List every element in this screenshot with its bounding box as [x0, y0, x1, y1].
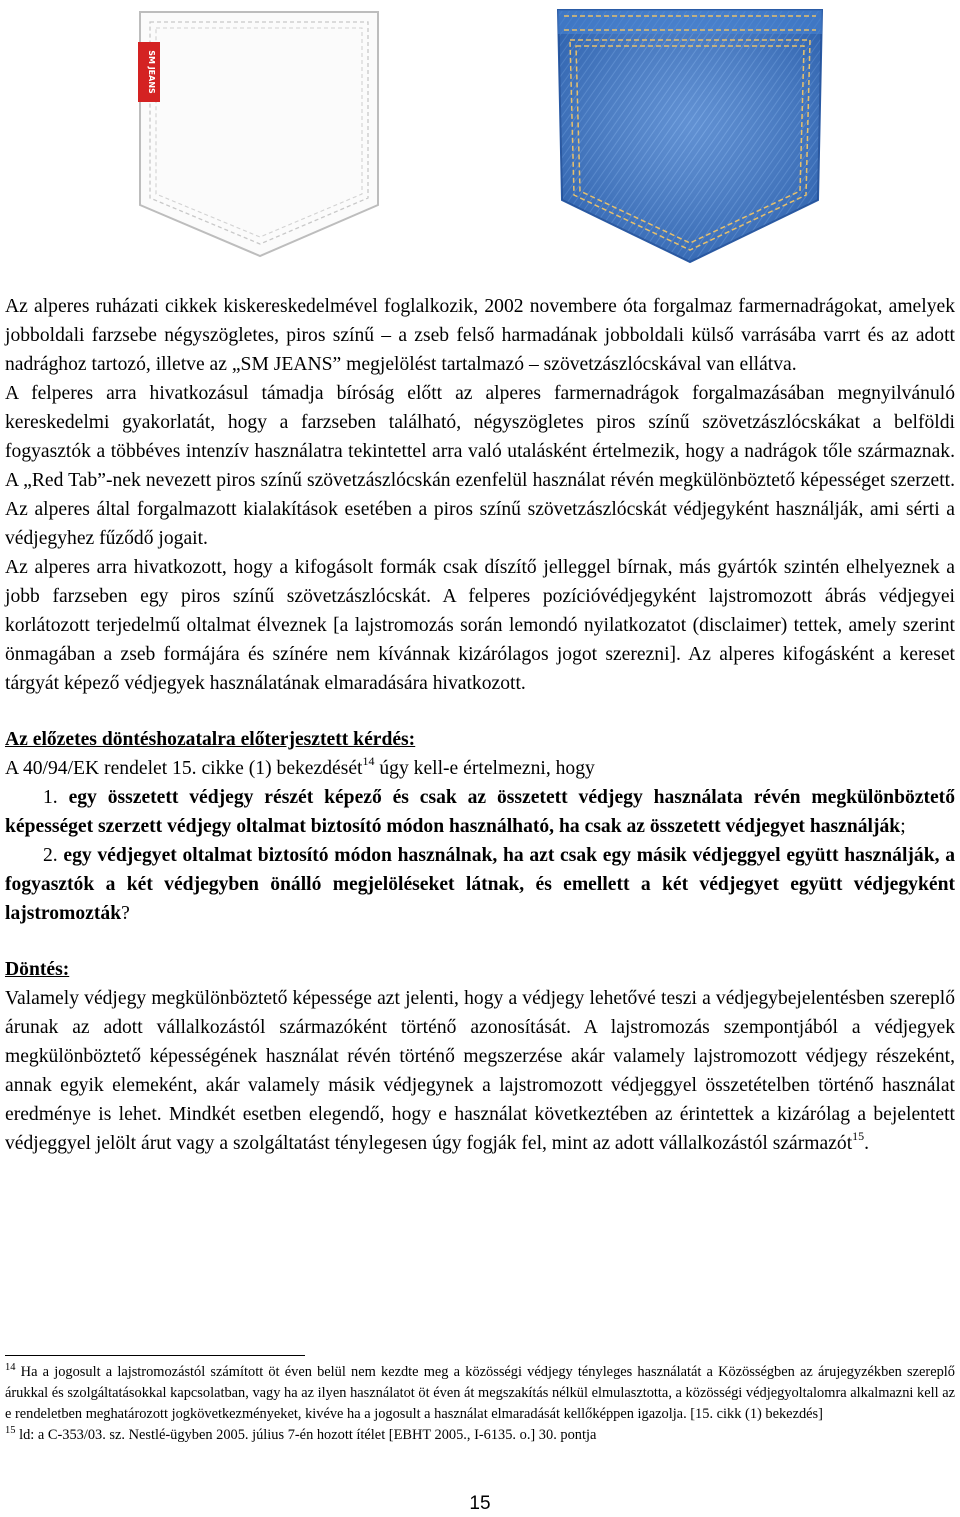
footnotes	[5, 1362, 955, 1446]
page-number: 15	[469, 1493, 491, 1514]
paragraph-defendant: Az alperes arra hivatkozott, hogy a kifogásolt formák csak díszítő jelleggel bírnak, más gyártók szintén elhelyeznek a jobb farzseben egy piros színű szövetzászlócskát. A felperes pozícióvédjegyként lajstromozott ábrás védjegyei korlátozott terjedelmű oltalmat élveznek [a lajstromozás során lemondó nyilatkozatot (disclaimer) tettek, amely szerint önmagában a zseb formájára és színére nem kívánnak kizárólagos jogot szerezni]. Az alperes kifogásként a kereset tárgyát képező védjegyek használatának elmaradására hivatkozott.	[5, 557, 955, 694]
paragraph-claimant: A felperes arra hivatkozásul támadja bíróság előtt az alperes farmernadrágok forgalmazásában megnyilvánuló kereskedelmi gyakorlatát, hogy a farzseben található, négyszögletes piros színű szövetzászlócskákat a belföldi fogyasztók a többéves intenzív használatra tekintettel arra való utalásként értelmezik, hogy a nadrágok tőle származnak. A „Red Tab”-nek nevezett piros színű szövetzászlócskán ezenfelül használat révén megkülönböztető képességet szerzett. Az alperes által forgalmazott kialakítások esetében a piros színű szövetzászlócskát védjegyként használják, ami sérti a védjegyhez fűződő jogait.	[5, 383, 955, 549]
paragraph-facts: Az alperes ruházati cikkek kiskereskedelmével foglalkozik, 2002 novembere óta forgalmaz farmernadrágokat, amelyek jobboldali farzsebe négyszögletes, piros színű – a zseb felső harmadának jobboldali külső varrásába varrt és az adott nadrághoz tartozó, illetve az „SM JEANS” megjelölést tartalmazó – szövetzászlócskával van ellátva.	[5, 296, 955, 375]
footnote-14: $^{14}$ Ha a jogosult a lajstromozástól számított öt éven belül nem kezdte meg a közösségi védjegy tényleges használatát a Közösségben az árujegyzékben szereplő árukkal és szolgáltatásokkal kapcsolatban, vagy ha az ilyen használatot öt éven át megszakítás nélkül elmulasztotta, a közösségi védjegyoltalomra alkalmazni kell az e rendeletben meghatározott jogkövetkezményeket, kivéve ha a jogosult a használat elmaradását kellőképpen igazolja. [15. cikk (1) bekezdés]	[5, 1362, 955, 1422]
pocket-figures	[0, 0, 960, 270]
question-item-2-number: 2.	[43, 845, 58, 866]
decision-text: Valamely védjegy megkülönböztető képessége azt jelenti, hogy a védjegy lehetővé teszi a védjegybejelentésben szereplő árunak az adott vállalkozástól származóként történő azonosítását. A lajstromozás szempontjából a védjegyek megkülönböztető képességének használat révén történő megszerzése akár valamely lajstromozott védjegy részeként, annak egyik elemeként, akár valamely másik védjegynek a lajstromozott védjeggyel összetételben történő használat eredménye is lehet. Mindkét esetben elegendő, hogy e használat következtében az érintettek a kizárólag a bejelentett védjeggyel jelölt árut vagy a szolgáltatást ténylegesen úgy fogják fel, mint az adott vállalkozástól származót$^{15}$.	[5, 988, 955, 1154]
footnote-ref-15: 15	[852, 1129, 865, 1143]
question-intro: A 40/94/EK rendelet 15. cikke (1) bekezdését$^{14}$ úgy kell-e értelmezni, hogy	[5, 754, 595, 779]
red-tab-label: SM JEANS	[147, 50, 156, 94]
question-item-1-number: 1.	[43, 787, 58, 808]
footnote-divider	[5, 1355, 305, 1356]
denim-pocket-image	[540, 0, 840, 270]
red-tab	[138, 42, 160, 102]
footnote-ref-14: 14	[362, 754, 375, 768]
footnote-15: $^{15}$ ld: a C-353/03. sz. Nestlé-ügyben 2005. július 7-én hozott ítélet [EBHT 2005., I-6135. o.] 30. pontja	[5, 1425, 597, 1443]
question-item-2-text: egy védjegyet oltalmat biztosító módon használnak, ha azt csak egy másik védjeggyel együtt használják, a fogyasztók a két védjegyben önálló megjelöléseket látnak, és emellett a két védjegyet együtt védjegyként lajstromozták	[5, 845, 955, 924]
question-heading: Az előzetes döntéshozatalra előterjesztett kérdés:	[5, 729, 416, 750]
question-item-1: 1. egy összetett védjegy részét képező és csak az összetett védjegy használata révén megkülönböztető képességet szerzett védjegy oltalmat biztosító módon használható, ha csak az összetett védjegyet használják;	[5, 787, 956, 837]
question-item-2: 2. egy védjegyet oltalmat biztosító módon használnak, ha azt csak egy másik védjeggyel együtt használják, a fogyasztók a két védjegyben önálló megjelöléseket látnak, és emellett a két védjegyet együtt védjegyként lajstromozták?	[5, 845, 955, 924]
document-body	[5, 292, 955, 1158]
decision-heading: Döntés:	[5, 959, 70, 980]
question-item-1-text: egy összetett védjegy részét képező és csak az összetett védjegy használata révén megkülönböztető képességet szerzett védjegy oltalmat biztosító módon használható, ha csak az összetett védjegyet használják	[5, 787, 956, 837]
